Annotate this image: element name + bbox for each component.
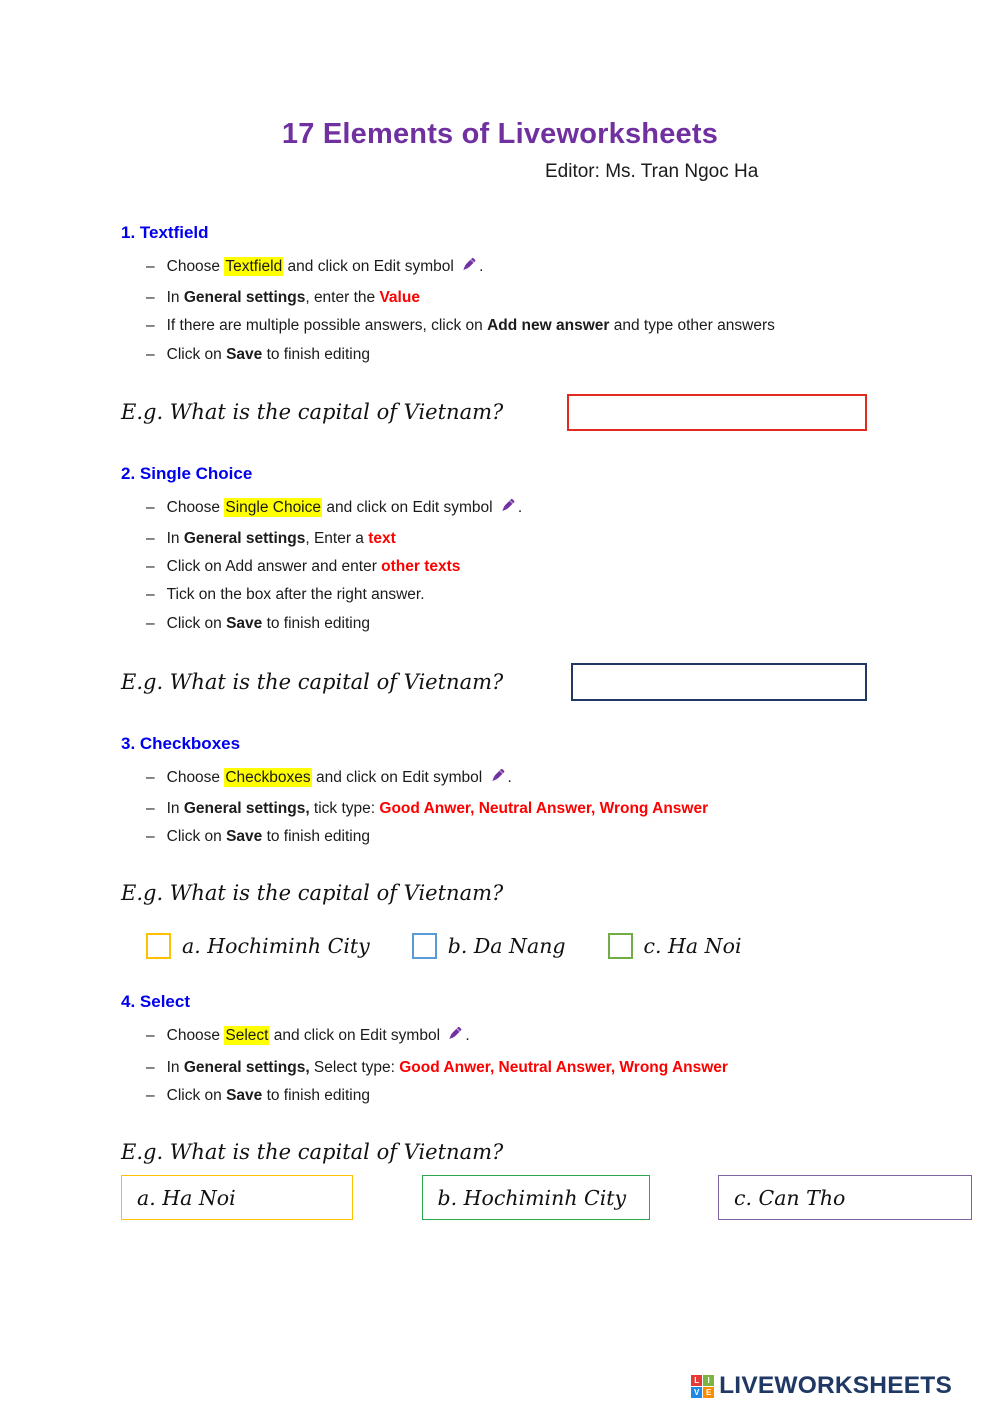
bullet-text bbox=[167, 1082, 370, 1110]
example-question-checkboxes: E.g. What is the capital of Vietnam? bbox=[121, 881, 504, 906]
text-segment-red: other texts bbox=[381, 558, 461, 576]
bullet-dash: – bbox=[146, 828, 155, 846]
bullet-list-checkboxes bbox=[121, 764, 972, 852]
section-select bbox=[121, 992, 972, 1220]
bullet-dash: – bbox=[146, 1027, 155, 1045]
edit-pencil-icon bbox=[488, 766, 507, 795]
bullet-dash: – bbox=[146, 289, 155, 307]
select-option-b[interactable] bbox=[422, 1175, 650, 1220]
text-segment-plain: , Enter a bbox=[305, 530, 369, 548]
text-segment-plain: In bbox=[166, 530, 184, 548]
text-segment-plain: Tick on the box after the right answer. bbox=[166, 586, 425, 604]
checkbox-option-c bbox=[608, 933, 742, 959]
text-segment-plain: In bbox=[166, 800, 184, 818]
checkbox-label-b: b. Da Nang bbox=[447, 934, 566, 959]
text-segment-red: text bbox=[368, 530, 396, 548]
text-segment-plain: to finish editing bbox=[262, 828, 370, 846]
text-segment-red: Good Anwer, Neutral Answer, Wrong Answer bbox=[399, 1058, 728, 1076]
bullet-list-single-choice bbox=[121, 494, 972, 638]
bullet-list-select bbox=[121, 1022, 972, 1110]
bullet-item bbox=[121, 494, 972, 525]
text-segment-plain: , enter the bbox=[305, 289, 380, 307]
bullet-text bbox=[167, 823, 370, 851]
checkbox-b[interactable] bbox=[412, 933, 437, 959]
text-segment-plain: Click on bbox=[166, 828, 227, 846]
checkbox-a[interactable] bbox=[146, 933, 171, 959]
section-textfield bbox=[121, 223, 972, 431]
text-segment-plain: and type other answers bbox=[609, 317, 775, 335]
bullet-item bbox=[121, 610, 972, 638]
liveworksheets-logo-icon bbox=[691, 1375, 714, 1398]
checkbox-option-a bbox=[146, 933, 370, 959]
example-row-textfield bbox=[121, 394, 867, 431]
bullet-dash: – bbox=[146, 530, 155, 548]
edit-pencil-icon bbox=[459, 255, 478, 284]
text-segment-plain: Select type: bbox=[309, 1058, 400, 1076]
edit-pencil-icon bbox=[445, 1024, 464, 1053]
select-options-row bbox=[121, 1175, 972, 1220]
text-segment-plain: Choose bbox=[166, 1027, 225, 1045]
bullet-text bbox=[167, 284, 420, 312]
bullet-dash: – bbox=[146, 586, 155, 604]
example-question-select: E.g. What is the capital of Vietnam? bbox=[121, 1140, 504, 1165]
text-segment-hl: Single Choice bbox=[225, 498, 322, 516]
text-segment-plain: . bbox=[479, 258, 484, 275]
bullet-item bbox=[121, 341, 972, 369]
bullet-item bbox=[121, 823, 972, 851]
bullet-item bbox=[121, 525, 972, 553]
logo-tile-e: E bbox=[703, 1387, 714, 1398]
bullet-dash: – bbox=[146, 800, 155, 818]
text-segment-plain: Click on Add answer and enter bbox=[166, 558, 382, 576]
bullet-item bbox=[121, 253, 972, 284]
checkbox-option-b bbox=[412, 933, 566, 959]
text-segment-plain: and click on Edit symbol bbox=[269, 1027, 445, 1045]
text-segment-hl: Select bbox=[225, 1027, 269, 1045]
bullet-text bbox=[167, 610, 370, 638]
checkbox-c[interactable] bbox=[608, 933, 633, 959]
text-segment-bold: General settings, bbox=[183, 1058, 310, 1076]
bullet-text bbox=[167, 795, 709, 823]
text-segment-bold: Save bbox=[226, 828, 263, 846]
logo-tile-l: L bbox=[691, 1375, 702, 1386]
page-content bbox=[0, 223, 1000, 1220]
text-segment-plain: and click on Edit symbol bbox=[322, 498, 497, 516]
text-segment-bold: Add new answer bbox=[487, 317, 610, 335]
bullet-text bbox=[167, 341, 370, 369]
text-segment-plain: to finish editing bbox=[262, 1086, 370, 1104]
bullet-item bbox=[121, 581, 972, 609]
checkbox-options-row bbox=[121, 933, 972, 959]
text-segment-plain: to finish editing bbox=[262, 614, 370, 632]
section-heading-textfield: 1. Textfield bbox=[121, 223, 209, 242]
bullet-item bbox=[121, 312, 972, 340]
text-segment-plain: . bbox=[507, 768, 512, 786]
page-title: 17 Elements of Liveworksheets bbox=[281, 118, 719, 150]
bullet-item bbox=[121, 1054, 972, 1082]
text-segment-bold: General settings, bbox=[183, 800, 310, 818]
bullet-dash: – bbox=[146, 317, 155, 335]
text-segment-bold: Save bbox=[226, 1086, 263, 1104]
bullet-item bbox=[121, 284, 972, 312]
text-segment-plain: Click on bbox=[166, 345, 227, 363]
text-segment-plain: Choose bbox=[166, 498, 225, 516]
section-heading-checkboxes: 3. Checkboxes bbox=[121, 733, 241, 753]
text-segment-plain: Click on bbox=[166, 1086, 227, 1104]
bullet-text bbox=[167, 312, 775, 340]
single-choice-answer-box[interactable] bbox=[571, 663, 867, 701]
select-option-a[interactable] bbox=[121, 1175, 353, 1220]
text-segment-plain: Choose bbox=[166, 258, 225, 275]
text-segment-plain: . bbox=[517, 498, 523, 516]
example-question-textfield: E.g. What is the capital of Vietnam? bbox=[121, 400, 504, 425]
text-segment-bold: General settings bbox=[183, 530, 306, 548]
bullet-item bbox=[121, 764, 972, 795]
checkbox-label-c: c. Ha Noi bbox=[643, 934, 742, 959]
bullet-text bbox=[167, 494, 523, 525]
text-segment-hl: Checkboxes bbox=[225, 768, 311, 786]
text-segment-plain: In bbox=[166, 289, 184, 307]
edit-pencil-icon bbox=[498, 496, 517, 525]
text-segment-plain: and click on Edit symbol bbox=[283, 258, 459, 275]
example-question-single-choice: E.g. What is the capital of Vietnam? bbox=[121, 669, 504, 694]
bullet-item bbox=[121, 553, 972, 581]
bullet-item bbox=[121, 1082, 972, 1110]
bullet-text bbox=[167, 764, 512, 795]
section-checkboxes bbox=[121, 734, 972, 960]
select-option-c[interactable] bbox=[718, 1175, 972, 1220]
bullet-dash: – bbox=[146, 558, 155, 576]
text-segment-bold: General settings bbox=[183, 289, 306, 307]
text-segment-plain: and click on Edit symbol bbox=[311, 768, 487, 786]
bullet-text bbox=[167, 1022, 470, 1053]
text-segment-plain: to finish editing bbox=[262, 345, 370, 363]
text-segment-bold: Save bbox=[226, 345, 263, 363]
text-segment-hl: Textfield bbox=[225, 258, 283, 275]
text-segment-bold: Save bbox=[226, 614, 263, 632]
text-segment-plain: . bbox=[465, 1027, 470, 1045]
text-segment-plain: Click on bbox=[166, 614, 227, 632]
text-segment-red: Good Anwer, Neutral Answer, Wrong Answer bbox=[379, 800, 709, 818]
logo-tile-v: V bbox=[691, 1387, 702, 1398]
checkbox-label-a: a. Hochiminh City bbox=[182, 934, 370, 959]
bullet-list-textfield bbox=[121, 253, 972, 369]
bullet-text bbox=[167, 581, 425, 609]
select-label-a: a. Ha Noi bbox=[137, 1185, 236, 1210]
bullet-item bbox=[121, 1022, 972, 1053]
textfield-answer-input[interactable] bbox=[567, 394, 867, 431]
editor-byline: Editor: Ms. Tran Ngoc Ha bbox=[545, 161, 759, 182]
bullet-text bbox=[167, 553, 461, 581]
text-segment-plain: tick type: bbox=[309, 800, 380, 818]
footer bbox=[691, 1372, 952, 1400]
bullet-item bbox=[121, 795, 972, 823]
text-segment-red: Value bbox=[379, 289, 420, 307]
select-label-c: c. Can Tho bbox=[734, 1185, 846, 1210]
section-single-choice bbox=[121, 464, 972, 701]
text-segment-plain: In bbox=[166, 1058, 184, 1076]
bullet-text bbox=[167, 253, 484, 284]
bullet-text bbox=[167, 525, 396, 553]
bullet-dash: – bbox=[146, 768, 155, 786]
logo-tile-i: I bbox=[703, 1375, 714, 1386]
section-heading-select: 4. Select bbox=[121, 992, 190, 1012]
bullet-dash: – bbox=[146, 1086, 155, 1104]
bullet-dash: – bbox=[146, 498, 155, 516]
text-segment-plain: If there are multiple possible answers, click on bbox=[166, 317, 488, 335]
example-row-single-choice bbox=[121, 663, 867, 701]
bullet-text bbox=[167, 1054, 728, 1082]
select-label-b: b. Hochiminh City bbox=[437, 1185, 627, 1210]
bullet-dash: – bbox=[146, 614, 155, 632]
bullet-dash: – bbox=[146, 345, 155, 363]
bullet-dash: – bbox=[146, 258, 155, 275]
bullet-dash: – bbox=[146, 1058, 155, 1076]
brand-name: LIVEWORKSHEETS bbox=[719, 1372, 952, 1399]
section-heading-single-choice: 2. Single Choice bbox=[121, 463, 253, 483]
text-segment-plain: Choose bbox=[166, 768, 225, 786]
